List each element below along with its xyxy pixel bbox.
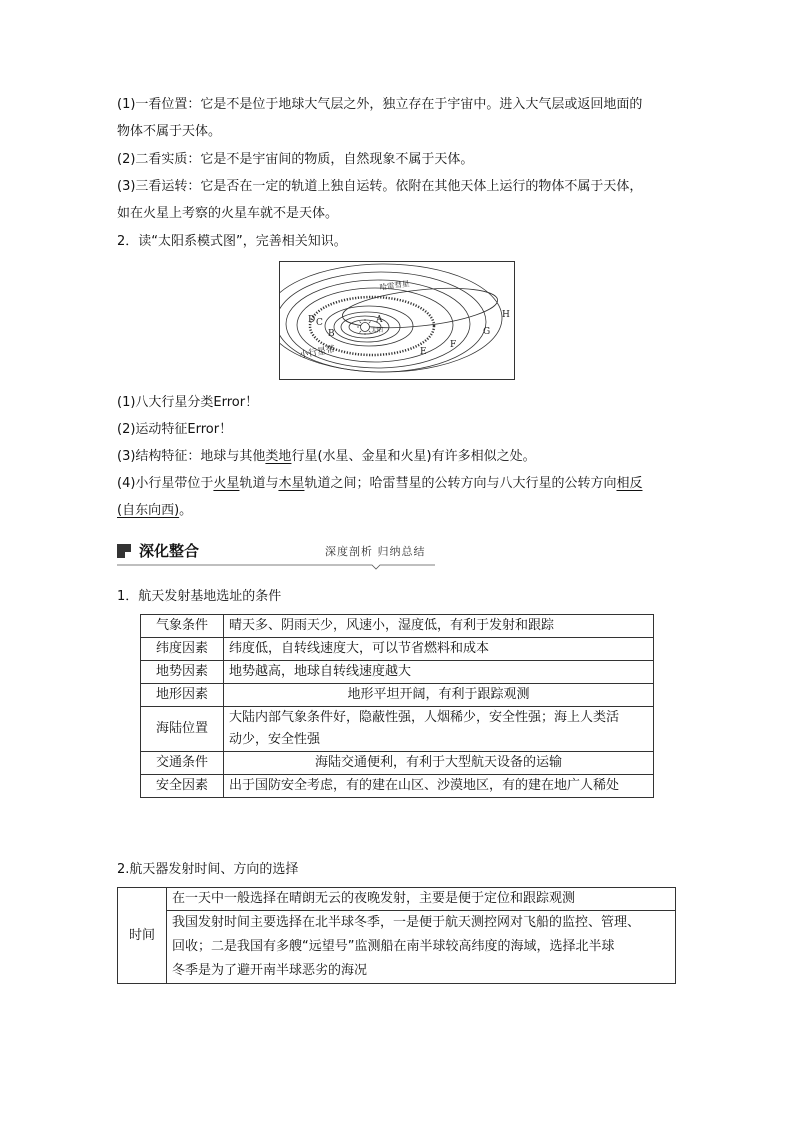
planet-label-e: E [420, 347, 427, 357]
answer-4-end: 。 [179, 503, 193, 518]
answer-2: (2)运动特征Error！ [117, 422, 233, 437]
table-value: 晴天多、阴雨天少，风速小，湿度低，有利于发射和跟踪 [224, 615, 654, 638]
answer-4-line2 [117, 501, 192, 521]
table-key: 气象条件 [141, 615, 224, 638]
answer-4-blank-direction: (自东向西) [117, 503, 180, 518]
table-key: 纬度因素 [141, 638, 224, 661]
planet-label-a: A [376, 315, 383, 325]
table-row [141, 638, 654, 661]
table-value: 纬度低，自转线速度大，可以节省燃料和成本 [224, 638, 654, 661]
table-value-line: 动少，安全性强 [229, 732, 321, 747]
para-essence: (2)二看实质：它是不是宇宙间的物质，自然现象不属于天体。 [117, 152, 474, 167]
comet-label: 哈雷彗星 [379, 278, 410, 292]
table-key: 交通条件 [141, 752, 224, 775]
answer-3-blank: 类地 [265, 449, 292, 464]
answer-4-blank-mars: 火星 [213, 476, 240, 491]
table2-heading: 2.航天器发射时间、方向的选择 [117, 862, 299, 877]
answer-4-mid1: 轨道与 [239, 476, 279, 491]
table-value: 在一天中一般选择在晴朗无云的夜晚发射，主要是便于定位和跟踪观测 [167, 888, 676, 911]
para-orbit-line2: 如在火星上考察的火星车就不是天体。 [117, 206, 339, 221]
planet-label-d: D [308, 315, 316, 325]
table-key: 安全因素 [141, 775, 224, 798]
section-header [117, 540, 437, 570]
answer-3-pre: (3)结构特征：地球与其他 [117, 449, 266, 464]
answer-3 [117, 447, 536, 467]
planet-label-g: G [483, 327, 491, 337]
table-value-line: 大陆内部气象条件好，隐蔽性强，人烟稀少，安全性强；海上人类活 [229, 710, 620, 725]
table-value: 海陆交通便利，有利于大型航天设备的运输 [224, 752, 654, 775]
para-position-line1: (1)一看位置：它是不是位于地球大气层之外，独立存在于宇宙中。进入大气层或返回地面的 [117, 97, 643, 112]
table-key: 地势因素 [141, 661, 224, 684]
para-position-line2: 物体不属于天体。 [117, 124, 222, 139]
answer-4-blank-jupiter: 木星 [278, 476, 305, 491]
table-value: 地势越高，地球自转线速度越大 [224, 661, 654, 684]
planet-label-f: F [450, 340, 457, 350]
answer-4-blank-opposite: 相反 [616, 476, 643, 491]
launch-site-table [140, 614, 654, 798]
launch-time-table [117, 887, 676, 984]
table-row [141, 707, 654, 752]
table-value-line: 我国发射时间主要选择在北半球冬季，一是便于航天测控网对飞船的监控、管理、 [172, 915, 641, 930]
table-row [118, 911, 676, 984]
table-row [141, 661, 654, 684]
planet-label-c: C [316, 318, 323, 328]
section-subtitle: 深度剖析 归纳总结 [325, 545, 426, 558]
asteroid-belt-label: 小行星带 [298, 344, 336, 361]
planet-label-h: H [502, 310, 510, 320]
table-row [118, 888, 676, 911]
sun-label: 太阳 [371, 327, 384, 334]
table-row [141, 684, 654, 707]
answer-1: (1)八大行星分类Error！ [117, 395, 259, 410]
section-square-icon [117, 544, 131, 558]
table-row [141, 615, 654, 638]
answer-4-pre: (4)小行星带位于 [117, 476, 214, 491]
table-key: 海陆位置 [141, 707, 224, 752]
table-value: 出于国防安全考虑，有的建在山区、沙漠地区，有的建在地广人稀处 [224, 775, 654, 798]
table1-heading: 1．航天发射基地选址的条件 [117, 589, 282, 604]
section-title: 深化整合 [139, 542, 200, 560]
para-orbit-line1: (3)三看运转：它是否在一定的轨道上独自运转。依附在其他天体上运行的物体不属于天体， [117, 179, 643, 194]
question-2: 2．读“太阳系模式图”，完善相关知识。 [117, 234, 347, 249]
table-value: 地形平坦开阔，有利于跟踪观测 [224, 684, 654, 707]
solar-system-diagram [279, 261, 515, 380]
table-value [224, 707, 654, 752]
section-rule [117, 564, 435, 570]
answer-4-mid2: 轨道之间；哈雷彗星的公转方向与八大行星的公转方向 [304, 476, 617, 491]
table-key: 时间 [118, 888, 167, 984]
table-key: 地形因素 [141, 684, 224, 707]
table-value-line: 回收；二是我国有多艘“远望号”监测船在南半球较高纬度的海域，选择北半球 [172, 939, 615, 954]
table-row [141, 775, 654, 798]
solar-system-svg [280, 262, 514, 379]
table-value-line: 冬季是为了避开南半球恶劣的海况 [172, 963, 368, 978]
planet-label-b: B [328, 329, 335, 339]
answer-3-post: 行星(水星、金星和火星)有许多相似之处。 [291, 449, 536, 464]
table-row [141, 752, 654, 775]
table-value [167, 911, 676, 984]
answer-4-line1 [117, 474, 643, 494]
